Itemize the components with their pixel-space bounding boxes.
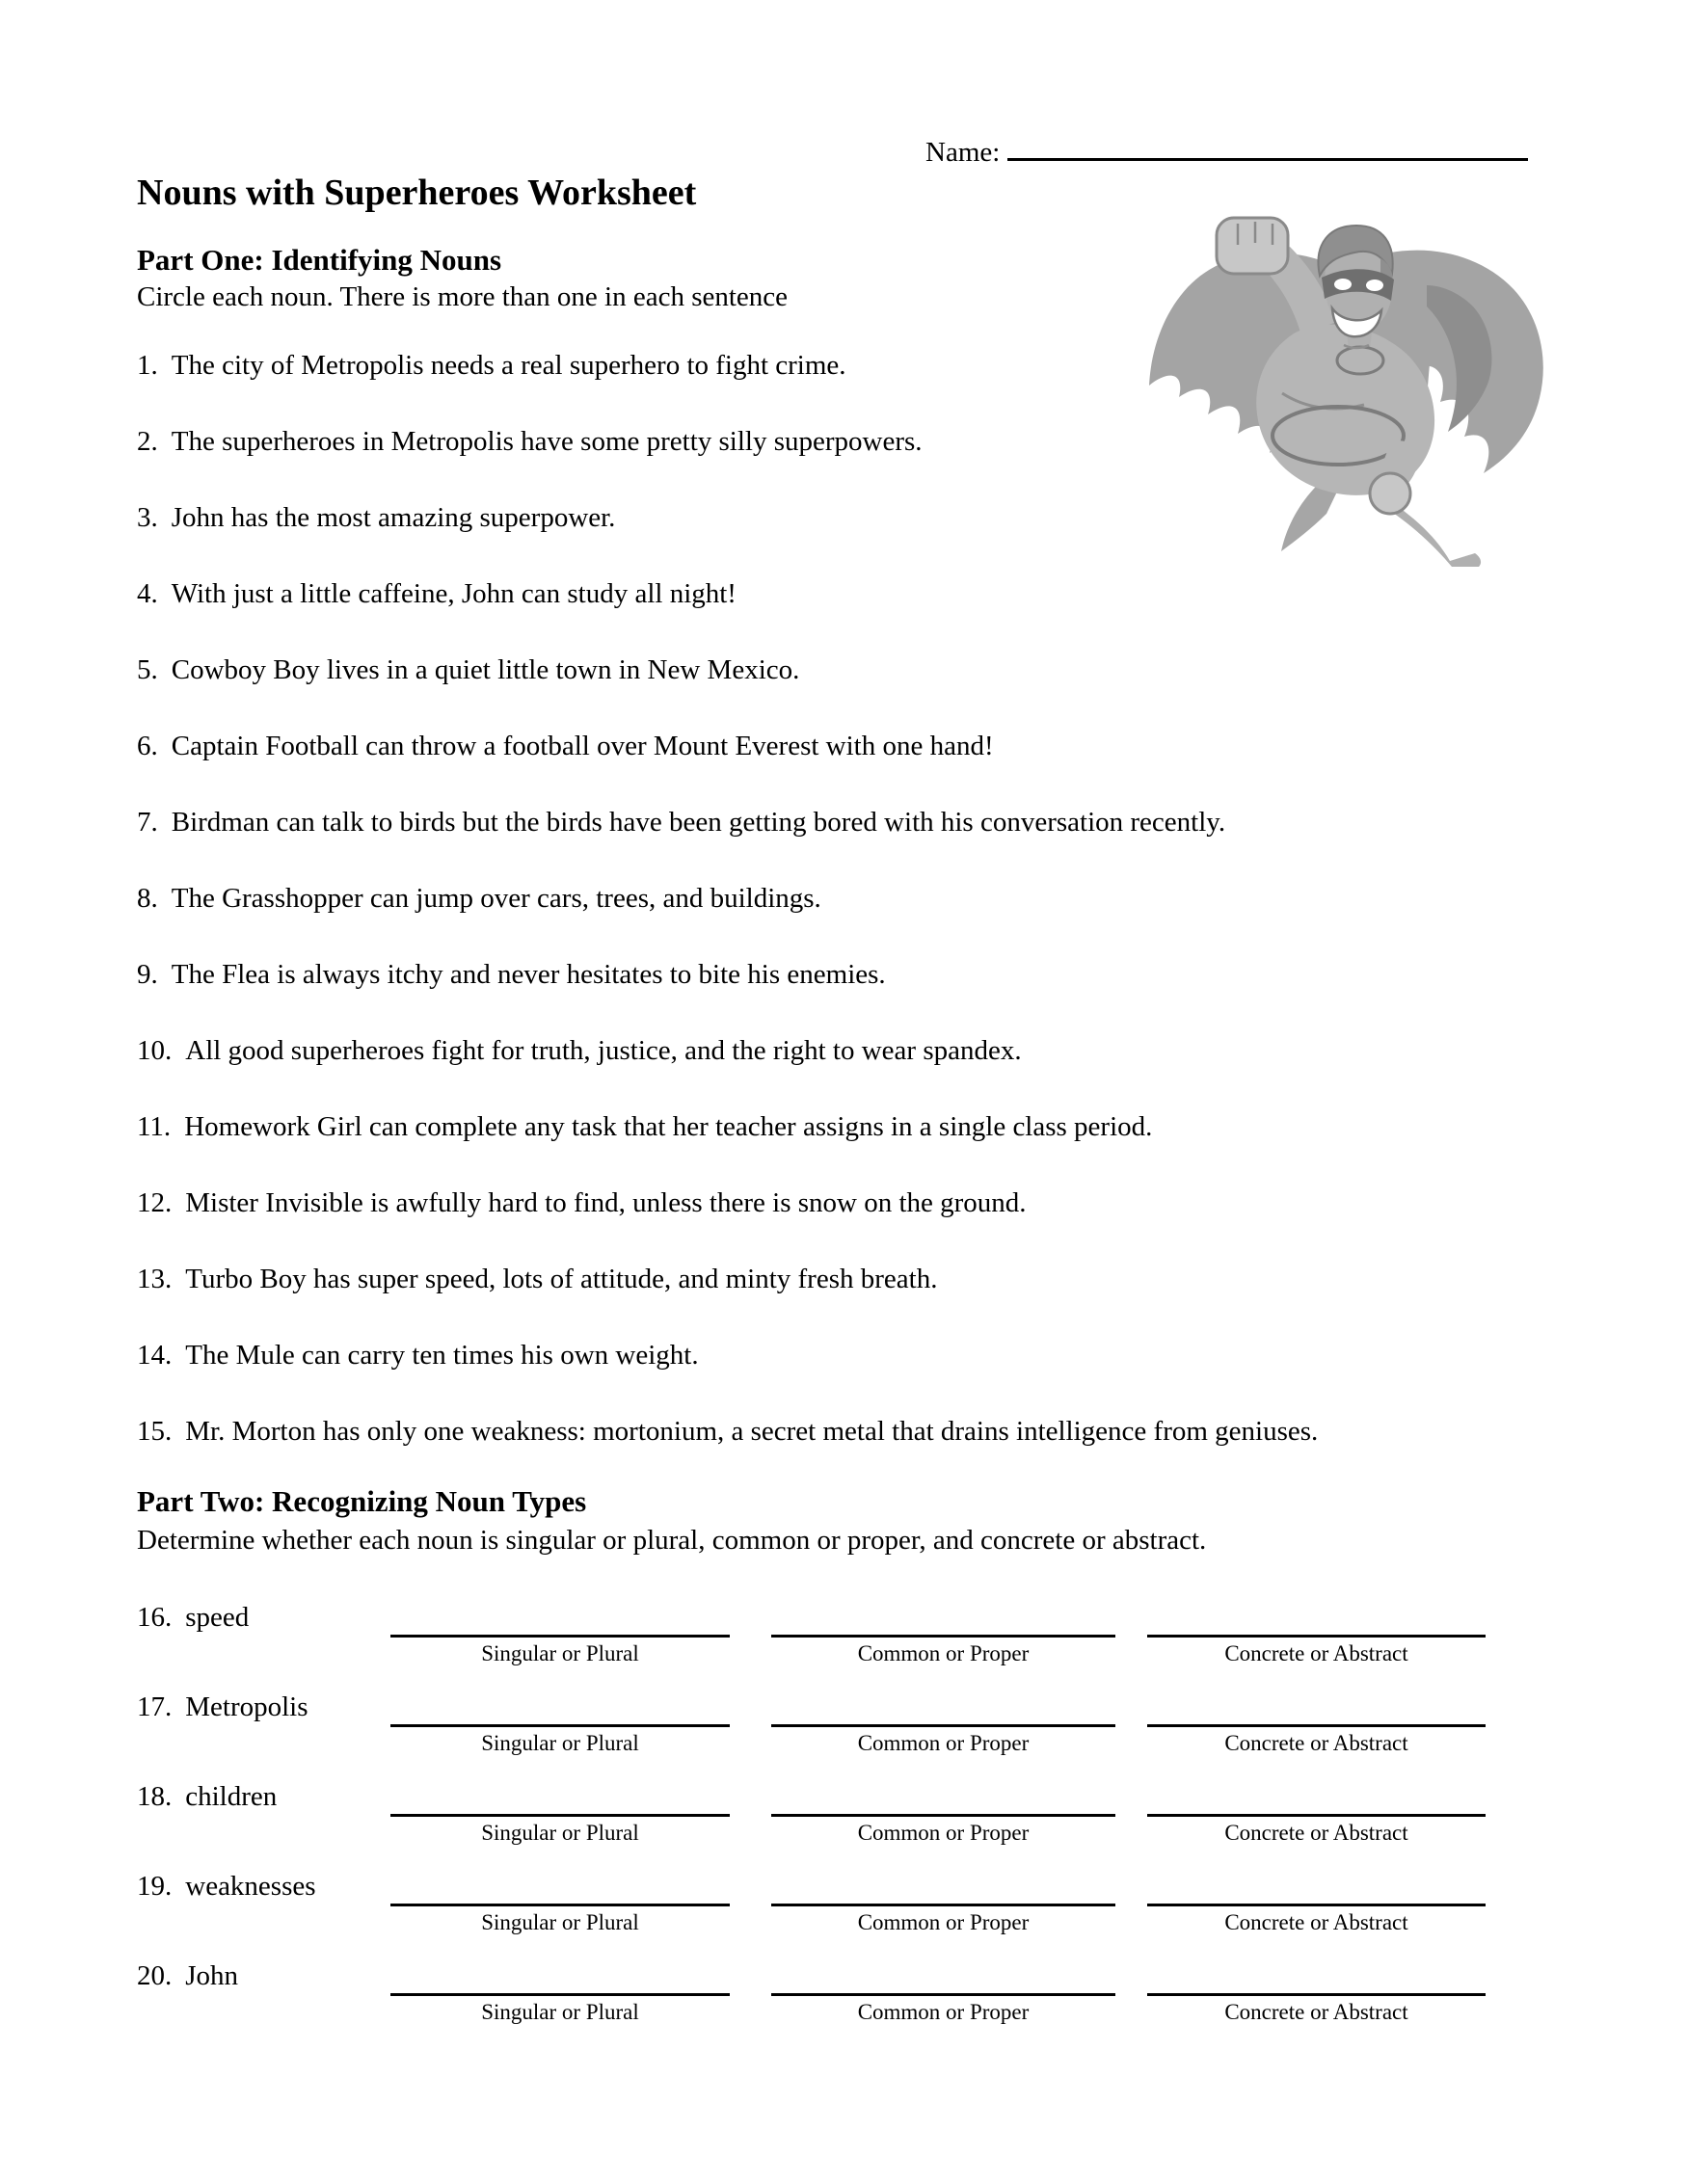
answer-blank-concrete-abstract — [1147, 1680, 1486, 1756]
blank-label: Singular or Plural — [481, 1641, 639, 1665]
sentence-text: The Grasshopper can jump over cars, trees, and buildings. — [171, 883, 821, 914]
blank-line — [1147, 1590, 1486, 1638]
blank-line — [390, 1680, 730, 1727]
item-number: 17. — [137, 1691, 173, 1722]
sentence-text: With just a little caffeine, John can study all night! — [171, 578, 737, 609]
noun-type-row — [137, 1859, 1583, 1949]
sentence-text: Captain Football can throw a football over Mount Everest with one hand! — [171, 731, 994, 761]
blank-label: Concrete or Abstract — [1224, 1731, 1408, 1755]
blank-label: Singular or Plural — [481, 1731, 639, 1755]
blank-label: Common or Proper — [857, 1731, 1030, 1755]
blank-line — [1147, 1770, 1486, 1817]
sentence-item — [137, 730, 1583, 763]
sentence-item — [137, 349, 1583, 383]
blank-line — [390, 1770, 730, 1817]
blank-line — [390, 1859, 730, 1906]
noun-type-row — [137, 1590, 1583, 1680]
blank-label: Concrete or Abstract — [1224, 1910, 1408, 1934]
noun-word — [137, 1871, 316, 1903]
sentence-text: The Flea is always itchy and never hesitates to bite his enemies. — [171, 959, 886, 990]
sentence-number: 15. — [137, 1416, 173, 1447]
sentence-number: 6. — [137, 731, 158, 761]
blank-label: Common or Proper — [857, 1641, 1030, 1665]
blank-line — [771, 1680, 1115, 1727]
sentence-number: 7. — [137, 807, 158, 838]
answer-blank-concrete-abstract — [1147, 1949, 1486, 2025]
blank-label: Concrete or Abstract — [1224, 2000, 1408, 2024]
answer-blank-singular-plural — [390, 1859, 730, 1935]
item-word: John — [185, 1960, 239, 1991]
item-word: children — [185, 1781, 278, 1812]
sentence-text: The city of Metropolis needs a real superhero to fight crime. — [171, 350, 846, 381]
sentence-item — [137, 882, 1583, 916]
sentence-number: 5. — [137, 654, 158, 685]
sentence-number: 12. — [137, 1187, 173, 1218]
sentence-text: Homework Girl can complete any task that her teacher assigns in a single class period. — [184, 1111, 1153, 1142]
item-word: speed — [185, 1602, 250, 1633]
item-number: 16. — [137, 1602, 173, 1633]
blank-line — [1147, 1949, 1486, 1996]
part-two-heading: Part Two: Recognizing Noun Types — [137, 1484, 587, 1518]
sentence-number: 8. — [137, 883, 158, 914]
item-number: 20. — [137, 1960, 173, 1991]
sentence-number: 14. — [137, 1340, 173, 1371]
sentence-item — [137, 806, 1583, 839]
blank-line — [390, 1590, 730, 1638]
answer-blank-singular-plural — [390, 1770, 730, 1846]
answer-blank-singular-plural — [390, 1949, 730, 2025]
noun-type-rows — [137, 1590, 1583, 2038]
sentence-text: Mister Invisible is awfully hard to find, unless there is snow on the ground. — [185, 1187, 1027, 1218]
answer-blank-common-proper — [771, 1590, 1115, 1666]
blank-line — [771, 1859, 1115, 1906]
noun-type-row — [137, 1770, 1583, 1859]
item-number: 18. — [137, 1781, 173, 1812]
sentence-text: Turbo Boy has super speed, lots of attitude, and minty fresh breath. — [185, 1264, 938, 1294]
item-word: weaknesses — [185, 1871, 316, 1902]
sentence-number: 3. — [137, 502, 158, 533]
answer-blank-common-proper — [771, 1770, 1115, 1846]
blank-line — [771, 1949, 1115, 1996]
noun-word — [137, 1960, 238, 1992]
sentence-item — [137, 653, 1583, 687]
sentence-number: 9. — [137, 959, 158, 990]
sentence-number: 10. — [137, 1035, 173, 1066]
noun-word — [137, 1602, 249, 1634]
blank-line — [1147, 1680, 1486, 1727]
sentence-number: 2. — [137, 426, 158, 457]
blank-label: Common or Proper — [857, 1910, 1030, 1934]
sentence-text: Mr. Morton has only one weakness: mortonium, a secret metal that drains intelligence from geniuses. — [185, 1416, 1319, 1447]
answer-blank-common-proper — [771, 1949, 1115, 2025]
sentence-item — [137, 501, 1583, 535]
sentence-item — [137, 1263, 1583, 1296]
name-label: Name: — [925, 137, 1001, 168]
sentence-item — [137, 1339, 1583, 1372]
blank-label: Singular or Plural — [481, 2000, 639, 2024]
answer-blank-common-proper — [771, 1680, 1115, 1756]
sentence-text: The Mule can carry ten times his own weight. — [185, 1340, 699, 1371]
answer-blank-singular-plural — [390, 1590, 730, 1666]
sentence-text: Birdman can talk to birds but the birds have been getting bored with his conversation recently. — [171, 807, 1226, 838]
blank-label: Common or Proper — [857, 2000, 1030, 2024]
answer-blank-singular-plural — [390, 1680, 730, 1756]
page-title: Nouns with Superheroes Worksheet — [137, 173, 697, 213]
answer-blank-concrete-abstract — [1147, 1859, 1486, 1935]
blank-line — [771, 1590, 1115, 1638]
sentence-item — [137, 1415, 1583, 1449]
sentence-item — [137, 958, 1583, 992]
item-number: 19. — [137, 1871, 173, 1902]
blank-label: Concrete or Abstract — [1224, 1821, 1408, 1845]
sentence-item — [137, 1186, 1583, 1220]
sentence-text: All good superheroes fight for truth, justice, and the right to wear spandex. — [185, 1035, 1022, 1066]
sentence-number: 11. — [137, 1111, 172, 1142]
blank-label: Common or Proper — [857, 1821, 1030, 1845]
blank-label: Singular or Plural — [481, 1821, 639, 1845]
answer-blank-concrete-abstract — [1147, 1590, 1486, 1666]
sentence-text: Cowboy Boy lives in a quiet little town in New Mexico. — [171, 654, 800, 685]
answer-blank-common-proper — [771, 1859, 1115, 1935]
sentence-number: 1. — [137, 350, 158, 381]
part-one-heading: Part One: Identifying Nouns — [137, 243, 502, 277]
sentence-number: 4. — [137, 578, 158, 609]
name-row — [925, 133, 1528, 169]
blank-line — [771, 1770, 1115, 1817]
noun-type-row — [137, 1680, 1583, 1770]
part-two-instruction: Determine whether each noun is singular or plural, common or proper, and concrete or abstract. — [137, 1525, 1207, 1556]
blank-label: Concrete or Abstract — [1224, 1641, 1408, 1665]
sentence-text: John has the most amazing superpower. — [171, 502, 616, 533]
sentence-item — [137, 1034, 1583, 1068]
blank-line — [390, 1949, 730, 1996]
sentence-item — [137, 577, 1583, 611]
noun-type-row — [137, 1949, 1583, 2038]
sentence-item — [137, 1110, 1583, 1144]
sentence-number: 13. — [137, 1264, 173, 1294]
item-word: Metropolis — [185, 1691, 308, 1722]
noun-word — [137, 1781, 277, 1813]
name-blank-line — [1007, 133, 1528, 161]
blank-label: Singular or Plural — [481, 1910, 639, 1934]
blank-line — [1147, 1859, 1486, 1906]
sentence-text: The superheroes in Metropolis have some pretty silly superpowers. — [171, 426, 923, 457]
sentence-item — [137, 425, 1583, 459]
part-one-instruction: Circle each noun. There is more than one in each sentence — [137, 281, 789, 312]
answer-blank-concrete-abstract — [1147, 1770, 1486, 1846]
noun-word — [137, 1691, 308, 1723]
sentence-list — [137, 349, 1583, 1491]
